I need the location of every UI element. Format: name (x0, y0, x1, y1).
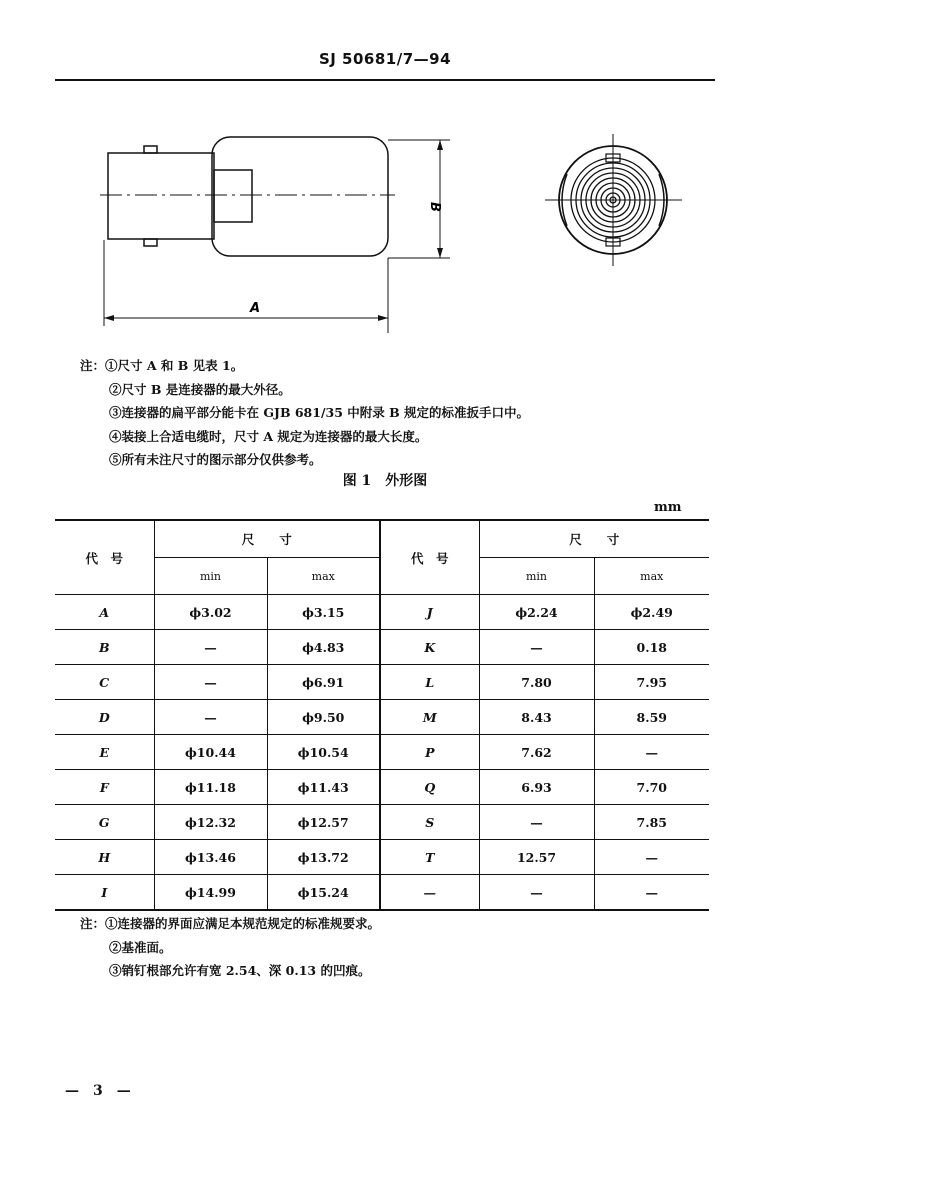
max-cell: ϕ11.43 (267, 770, 380, 805)
table-notes (80, 912, 380, 983)
code-cell: B (55, 630, 154, 665)
max-cell: — (594, 735, 709, 770)
max-cell: ϕ15.24 (267, 875, 380, 911)
table-note-3: ③销钉根部允许有宽 2.54、深 0.13 的凹痕。 (109, 963, 371, 978)
code-cell: D (55, 700, 154, 735)
code-cell: J (380, 595, 479, 630)
table-row (55, 665, 709, 700)
code-cell: A (55, 595, 154, 630)
end-view (545, 134, 682, 266)
arrow-a-right (378, 315, 388, 321)
min-cell: — (154, 665, 267, 700)
table-note-2: ②基准面。 (109, 939, 172, 955)
code-cell: E (55, 735, 154, 770)
bottom-pin (144, 239, 157, 246)
max-cell: ϕ6.91 (267, 665, 380, 700)
header-code-left: 代 号 (55, 520, 154, 595)
figure-notes (80, 354, 529, 472)
label-b: B (427, 202, 442, 212)
header-size-left: 尺 寸 (154, 520, 380, 558)
code-cell: H (55, 840, 154, 875)
header-max-right: max (594, 558, 709, 595)
max-cell: ϕ13.72 (267, 840, 380, 875)
max-cell: ϕ12.57 (267, 805, 380, 840)
min-cell: ϕ14.99 (154, 875, 267, 911)
min-cell: ϕ3.02 (154, 595, 267, 630)
min-cell: 6.93 (479, 770, 594, 805)
max-cell: 7.95 (594, 665, 709, 700)
table-row (55, 770, 709, 805)
figure-note-4: ④装接上合适电缆时，尺寸 A 规定为连接器的最大长度。 (109, 428, 428, 444)
max-cell: ϕ10.54 (267, 735, 380, 770)
code-cell: T (380, 840, 479, 875)
arrow-b-top (437, 140, 443, 150)
max-cell: ϕ4.83 (267, 630, 380, 665)
code-cell: P (380, 735, 479, 770)
arrow-a-left (104, 315, 114, 321)
min-cell: 8.43 (479, 700, 594, 735)
table-row (55, 595, 709, 630)
table-row (55, 875, 709, 911)
code-cell: L (380, 665, 479, 700)
min-cell: ϕ13.46 (154, 840, 267, 875)
header-code-right: 代 号 (380, 520, 479, 595)
unit-label: mm (654, 500, 682, 515)
header-min-left: min (154, 558, 267, 595)
code-cell: C (55, 665, 154, 700)
min-cell: — (479, 805, 594, 840)
code-cell: G (55, 805, 154, 840)
code-cell: S (380, 805, 479, 840)
min-cell: — (154, 630, 267, 665)
figure-note-5: ⑤所有未注尺寸的图示部分仅供参考。 (109, 452, 322, 467)
min-cell: — (154, 700, 267, 735)
max-cell: ϕ9.50 (267, 700, 380, 735)
code-cell: F (55, 770, 154, 805)
max-cell: 7.85 (594, 805, 709, 840)
table-note-1: 注：①连接器的界面应满足本规范规定的标准规要求。 (80, 916, 381, 931)
figure-note-2: ②尺寸 B 是连接器的最大外径。 (109, 381, 291, 397)
min-cell: — (479, 875, 594, 911)
max-cell: — (594, 840, 709, 875)
connector-body (108, 153, 214, 239)
table-row (55, 630, 709, 665)
max-cell: 0.18 (594, 630, 709, 665)
inner-sleeve (214, 170, 252, 222)
code-cell: I (55, 875, 154, 911)
header-max-left: max (267, 558, 380, 595)
table-row (55, 805, 709, 840)
max-cell: 7.70 (594, 770, 709, 805)
header-min-right: min (479, 558, 594, 595)
dimension-table (55, 519, 709, 911)
min-cell: ϕ12.32 (154, 805, 267, 840)
min-cell: ϕ10.44 (154, 735, 267, 770)
dimension-arrows (104, 140, 443, 321)
page-number: — 3 — (65, 1083, 131, 1099)
min-cell: ϕ11.18 (154, 770, 267, 805)
max-cell: ϕ3.15 (267, 595, 380, 630)
code-cell: Q (380, 770, 479, 805)
min-cell: 7.62 (479, 735, 594, 770)
max-cell: ϕ2.49 (594, 595, 709, 630)
table-row (55, 840, 709, 875)
header-size-right: 尺 寸 (479, 520, 709, 558)
table-row (55, 735, 709, 770)
figure-note-3: ③连接器的扁平部分能卡在 GJB 681/35 中附录 B 规定的标准扳手口中。 (109, 405, 530, 420)
min-cell: ϕ2.24 (479, 595, 594, 630)
top-pin (144, 146, 157, 153)
min-cell: 12.57 (479, 840, 594, 875)
document-code: SJ 50681/7—94 (318, 50, 452, 68)
code-cell: — (380, 875, 479, 911)
min-cell: 7.80 (479, 665, 594, 700)
code-cell: K (380, 630, 479, 665)
figure-caption: 图 1 外形图 (342, 473, 428, 489)
table-row (55, 700, 709, 735)
flat-housing (212, 137, 388, 256)
max-cell: 8.59 (594, 700, 709, 735)
arrow-b-bottom (437, 248, 443, 258)
side-view (100, 137, 450, 333)
code-cell: M (380, 700, 479, 735)
figure-note-1: 注：①尺寸 A 和 B 见表 1。 (80, 358, 244, 373)
max-cell: — (594, 875, 709, 911)
label-a: A (250, 301, 261, 316)
min-cell: — (479, 630, 594, 665)
